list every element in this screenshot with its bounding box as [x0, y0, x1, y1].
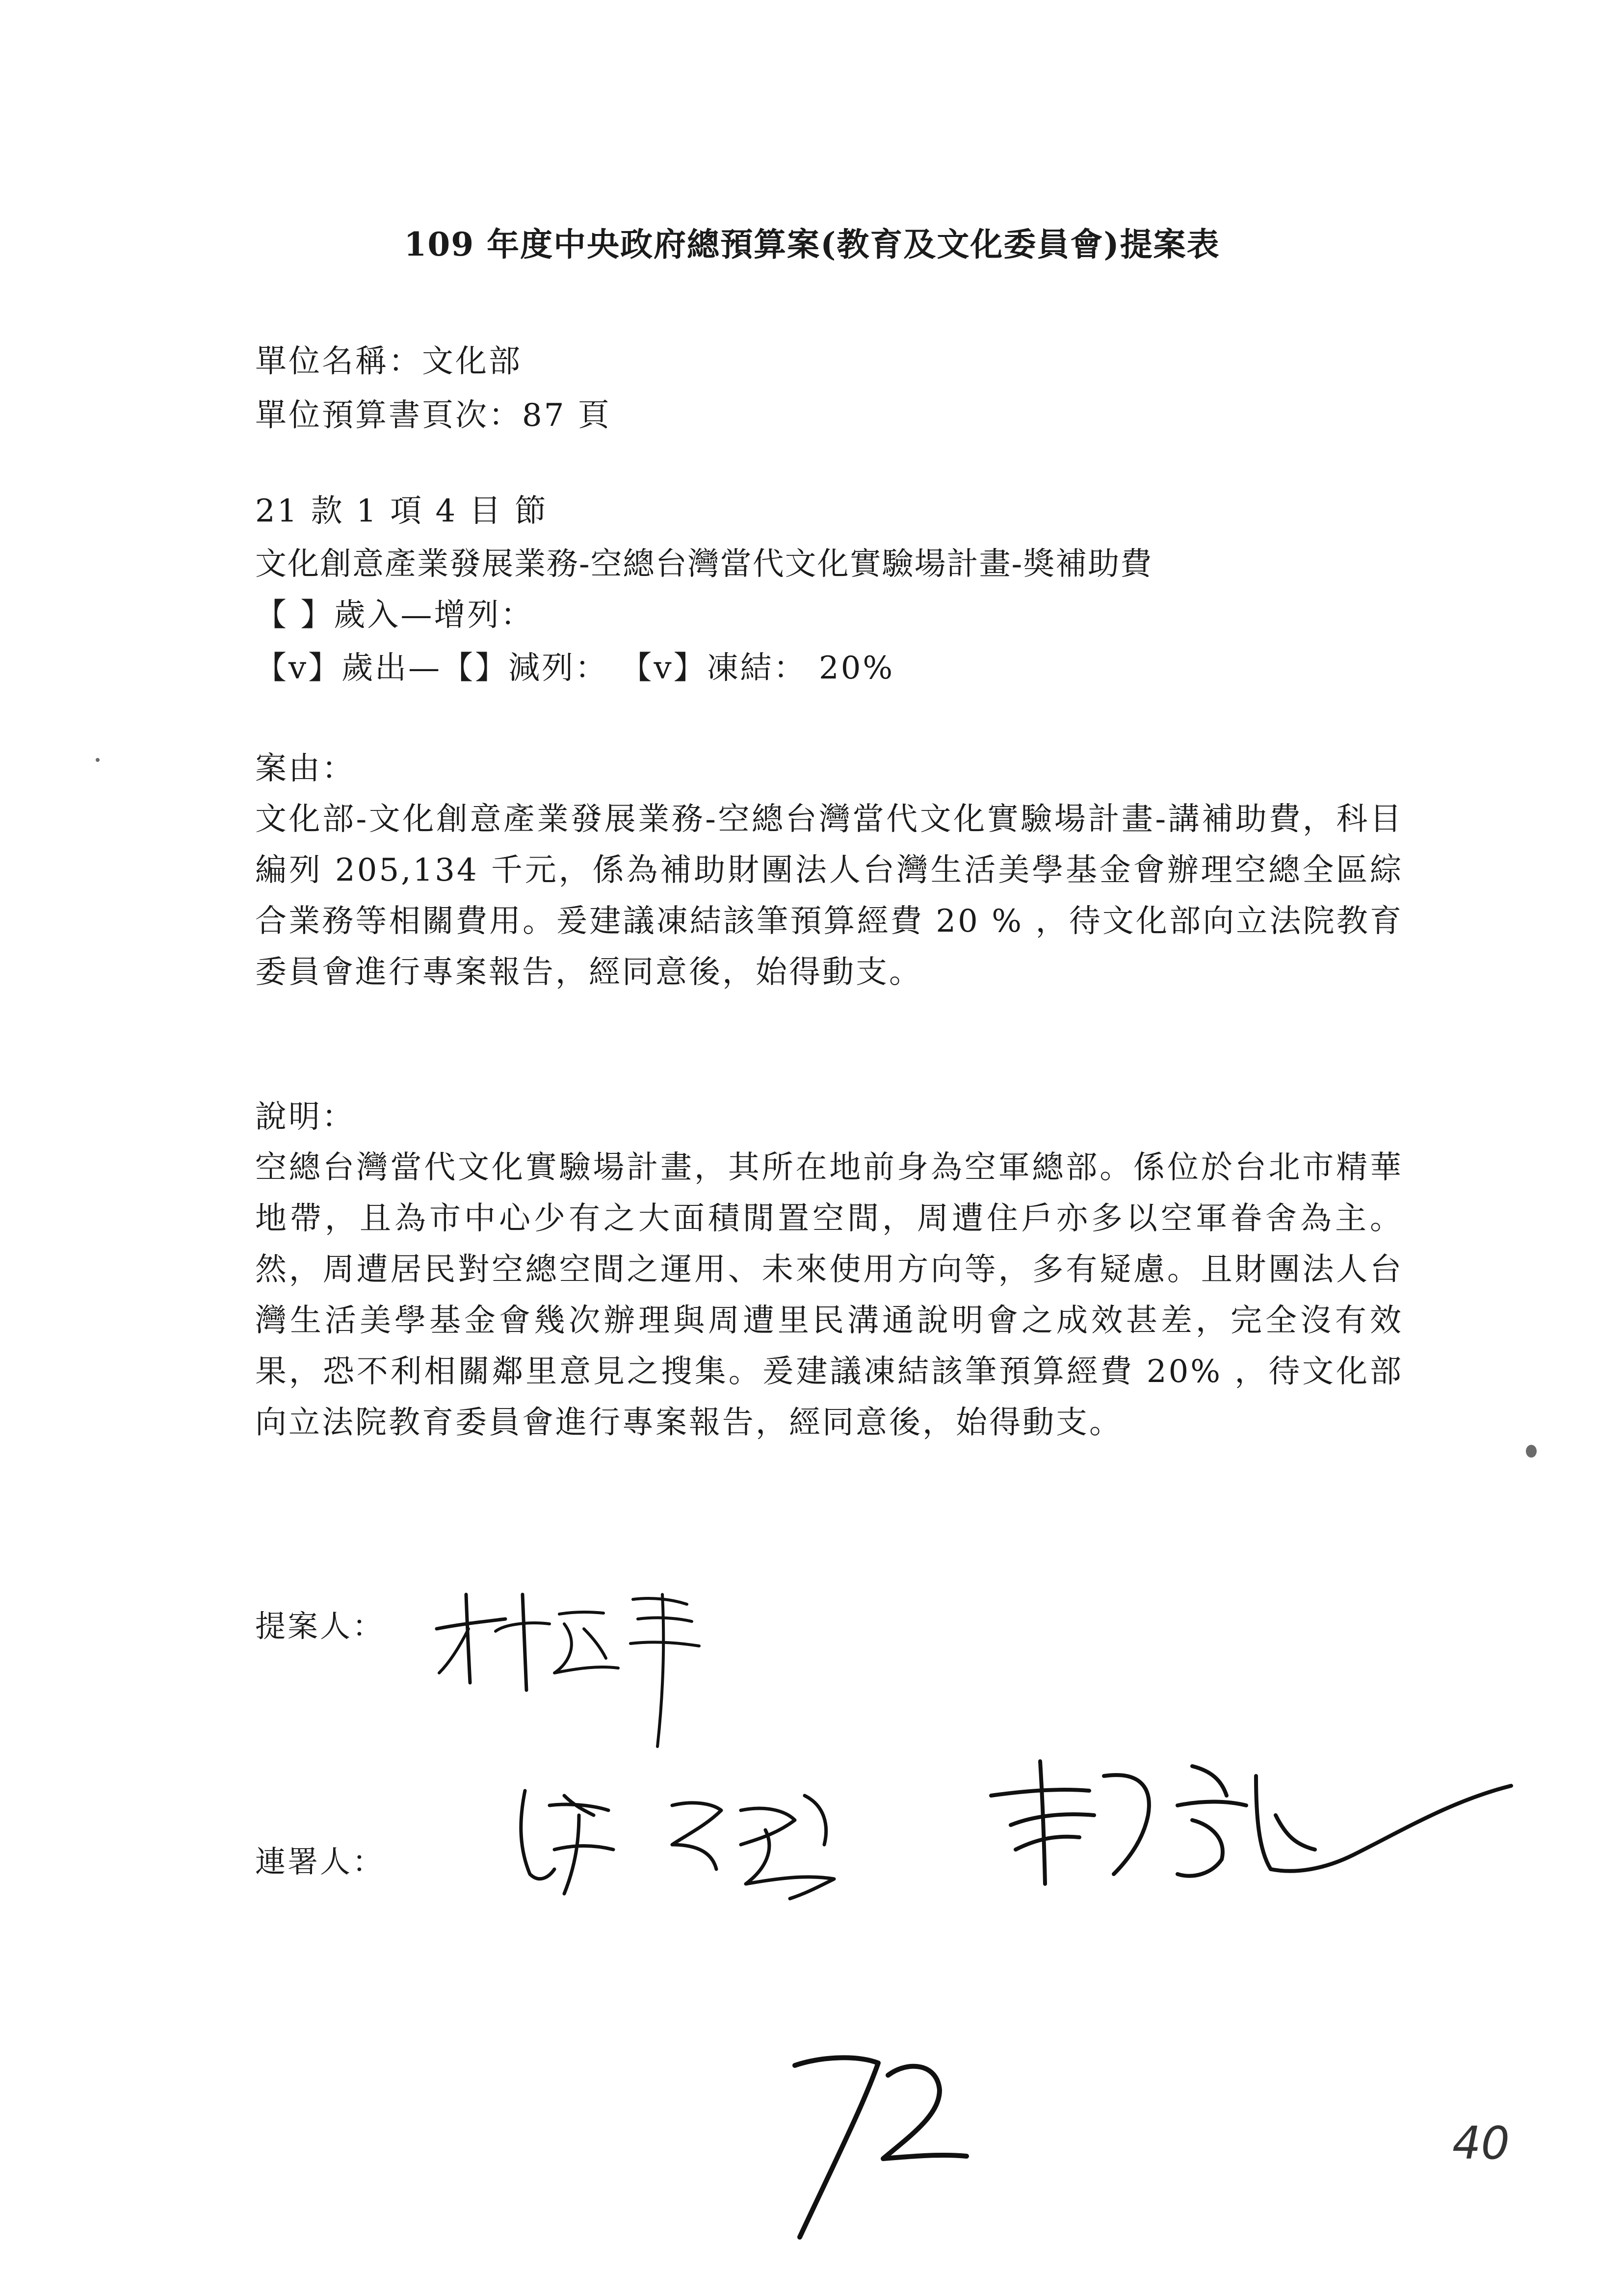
unit-name: 單位名稱：文化部 [255, 343, 522, 380]
handwritten-page-number [765, 2036, 971, 2252]
reason-heading: 案由： [255, 751, 355, 787]
budget-page-ref: 單位預算書頁次：87 頁 [255, 397, 611, 434]
revenue-line: 【 】歲入—增列： [255, 597, 534, 633]
proposer-signature [432, 1585, 707, 1761]
explanation-text: 空總台灣當代文化實驗場計畫，其所在地前身為空軍總部。係位於台北市精華地帶，且為市中心少有之大面積閒置空間，周遭住戶亦多以空軍眷舍為主。然，周遭居民對空總空間之運用、未來使用方向等，多有疑慮。且財團法人台灣生活美學基金會幾次辦理與周遭里民溝通說明會之成效甚差，完全沒有效果，恐不利相關鄰里意見之搜集。爰建議凍結該筆預算經費 20% ，待文化部向立法院教育委員會進行專案報告，經同意後，始得動支。 [255, 1149, 1403, 1441]
reason-text: 文化部-文化創意產業發展業務-空總台灣當代文化實驗場計畫-講補助費，科目編列 205,134 千元，係為補助財團法人台灣生活美學基金會辦理空總全區綜合業務等相關費用。爰建議凍結該筆預算經費 20 % ，待文化部向立法院教育委員會進行專案報告，經同意後，始得動支。 [255, 801, 1403, 991]
expenditure-line: 【v】歲出—【】減列： 【v】凍結： 20% [255, 650, 895, 686]
scan-speck [1526, 1445, 1537, 1458]
section-code: 21 款 1 項 4 目 節 [255, 493, 548, 529]
cosigner-signature-1 [510, 1776, 893, 1904]
page-title: 109 年度中央政府總預算案(教育及文化委員會)提案表 [404, 225, 1220, 263]
cosigner-label: 連署人： [255, 1844, 385, 1879]
corner-page-number: 40 [1452, 2117, 1510, 2169]
scan-speck [96, 758, 100, 762]
explanation-heading: 說明： [255, 1099, 355, 1135]
proposer-label: 提案人： [255, 1608, 385, 1644]
cosigner-signature-2 [981, 1756, 1531, 1904]
program-name: 文化創意產業發展業務-空總台灣當代文化實驗場計畫-獎補助費 [255, 546, 1153, 582]
